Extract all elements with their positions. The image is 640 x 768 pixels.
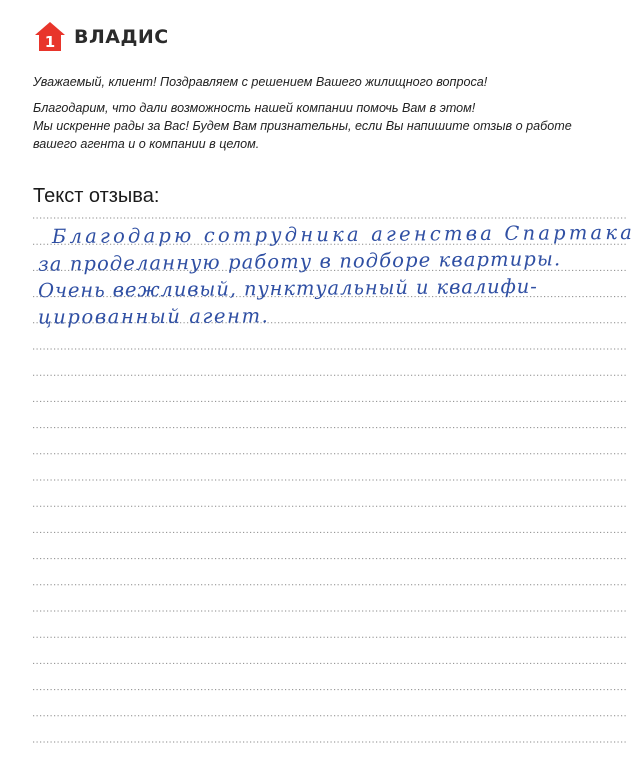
handwritten-line: Очень вежливый, пунктуальный и квалифи-	[37, 274, 538, 303]
handwritten-line: за проделанную работу в подборе квартиры.	[37, 247, 562, 276]
handwritten-line: цированный агент.	[37, 304, 270, 329]
logo-digit: 1	[44, 33, 56, 51]
brand-name: ВЛАДИС	[74, 26, 169, 48]
handwritten-line: Благодарю сотрудника агенства Спартака	[51, 220, 636, 249]
greeting-text: Уважаемый, клиент! Поздравляем с решением Вашего жилищного вопроса!	[33, 75, 488, 89]
thanks-line-1: Благодарим, что дали возможность нашей компании помочь Вам в этом!	[33, 101, 476, 115]
review-heading: Текст отзыва:	[33, 185, 160, 207]
thanks-line-2: Мы искренне рады за Вас! Будем Вам признательны, если Вы напишите отзыв о работе	[33, 119, 572, 133]
thanks-line-3: вашего агента и о компании в целом.	[33, 137, 260, 151]
